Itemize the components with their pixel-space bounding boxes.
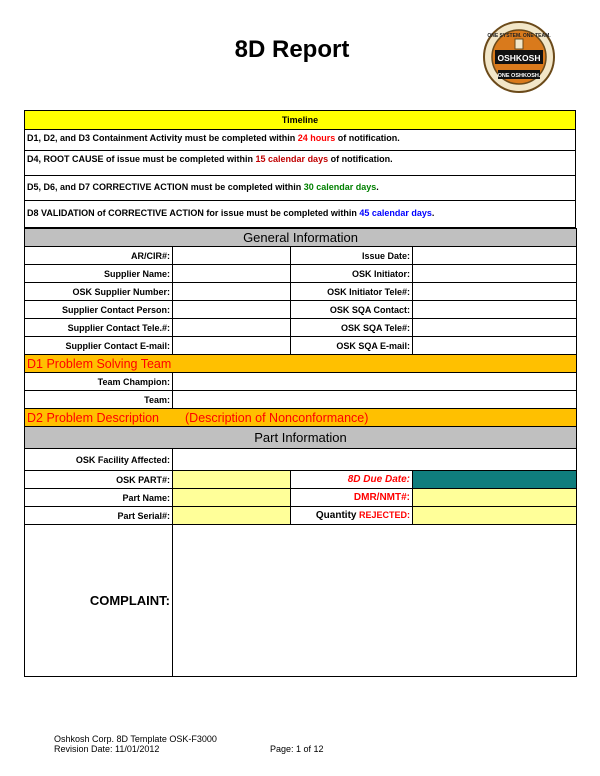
supplier-contact-tele-field[interactable] (173, 319, 291, 337)
ar-cir-field[interactable] (173, 247, 291, 265)
svg-text:ONE OSHKOSH.: ONE OSHKOSH. (497, 73, 541, 79)
general-row (25, 265, 577, 283)
field-label: OSK SQA Contact: (291, 301, 413, 319)
team-champion-label: Team Champion: (25, 373, 173, 391)
page-title: 8D Report (234, 36, 350, 63)
field-label: OSK Initiator: (291, 265, 413, 283)
general-row (25, 301, 577, 319)
field-label: Supplier Contact Person: (25, 301, 173, 319)
osk-part-field[interactable] (173, 471, 291, 489)
general-row (25, 337, 577, 355)
general-row (25, 247, 577, 265)
part-serial-field[interactable] (173, 507, 291, 525)
supplier-name-field[interactable] (173, 265, 291, 283)
field-label: Supplier Contact Tele.#: (25, 319, 173, 337)
general-row (25, 283, 577, 301)
part-serial-label: Part Serial#: (25, 507, 173, 525)
team-champion-field[interactable] (173, 373, 577, 391)
page-number: Page: 1 of 12 (270, 744, 324, 754)
facility-affected-label: OSK Facility Affected: (25, 449, 173, 471)
osk-sqa-email-field[interactable] (413, 337, 577, 355)
field-label: OSK Supplier Number: (25, 283, 173, 301)
form-grid (24, 228, 577, 677)
dmr-nmt-label: DMR/NMT#: (291, 489, 413, 507)
d2-heading: D2 Problem Description (Description of Nonconformance) (25, 409, 577, 427)
due-date-field[interactable] (413, 471, 577, 489)
d1-heading: D1 Problem Solving Team (25, 355, 577, 373)
footer (54, 734, 217, 754)
footer-revision-date: Revision Date: 11/01/2012 (54, 744, 160, 754)
quantity-rejected-label: Quantity REJECTED: (291, 507, 413, 525)
report-form (24, 110, 576, 677)
quantity-rejected-field[interactable] (413, 507, 577, 525)
osk-supplier-number-field[interactable] (173, 283, 291, 301)
svg-text:OSHKOSH: OSHKOSH (497, 53, 541, 63)
team-field[interactable] (173, 391, 577, 409)
field-label: OSK SQA Tele#: (291, 319, 413, 337)
part-name-field[interactable] (173, 489, 291, 507)
field-label: OSK SQA E-mail: (291, 337, 413, 355)
part-name-label: Part Name: (25, 489, 173, 507)
facility-affected-field[interactable] (173, 449, 577, 471)
svg-text:ONE SYSTEM. ONE TEAM.: ONE SYSTEM. ONE TEAM. (487, 33, 551, 39)
field-label: Supplier Contact E-mail: (25, 337, 173, 355)
osk-sqa-contact-field[interactable] (413, 301, 577, 319)
field-label: AR/CIR#: (25, 247, 173, 265)
supplier-contact-person-field[interactable] (173, 301, 291, 319)
field-label: OSK Initiator Tele#: (291, 283, 413, 301)
timeline-row-2: D4, ROOT CAUSE of issue must be completed within 15 calendar days of notification. (24, 151, 576, 176)
general-information-heading: General Information (25, 229, 577, 247)
dmr-nmt-field[interactable] (413, 489, 577, 507)
osk-sqa-tele-field[interactable] (413, 319, 577, 337)
osk-initiator-tele-field[interactable] (413, 283, 577, 301)
timeline-row-4: D8 VALIDATION of CORRECTIVE ACTION for issue must be completed within 45 calendar days. (24, 201, 576, 228)
team-label: Team: (25, 391, 173, 409)
issue-date-field[interactable] (413, 247, 577, 265)
complaint-field[interactable] (173, 525, 577, 677)
timeline-heading: Timeline (24, 110, 576, 130)
osk-initiator-field[interactable] (413, 265, 577, 283)
general-row (25, 319, 577, 337)
complaint-label: COMPLAINT: (25, 525, 173, 677)
supplier-contact-email-field[interactable] (173, 337, 291, 355)
field-label: Issue Date: (291, 247, 413, 265)
osk-part-label: OSK PART#: (25, 471, 173, 489)
timeline-row-1: D1, D2, and D3 Containment Activity must be completed within 24 hours of notification. (24, 130, 576, 151)
footer-template-id: Oshkosh Corp. 8D Template OSK-F3000 (54, 734, 217, 744)
field-label: Supplier Name: (25, 265, 173, 283)
part-information-heading: Part Information (25, 427, 577, 449)
timeline-row-3: D5, D6, and D7 CORRECTIVE ACTION must be completed within 30 calendar days. (24, 176, 576, 201)
due-date-label: 8D Due Date: (291, 471, 413, 489)
oshkosh-logo (482, 20, 556, 94)
